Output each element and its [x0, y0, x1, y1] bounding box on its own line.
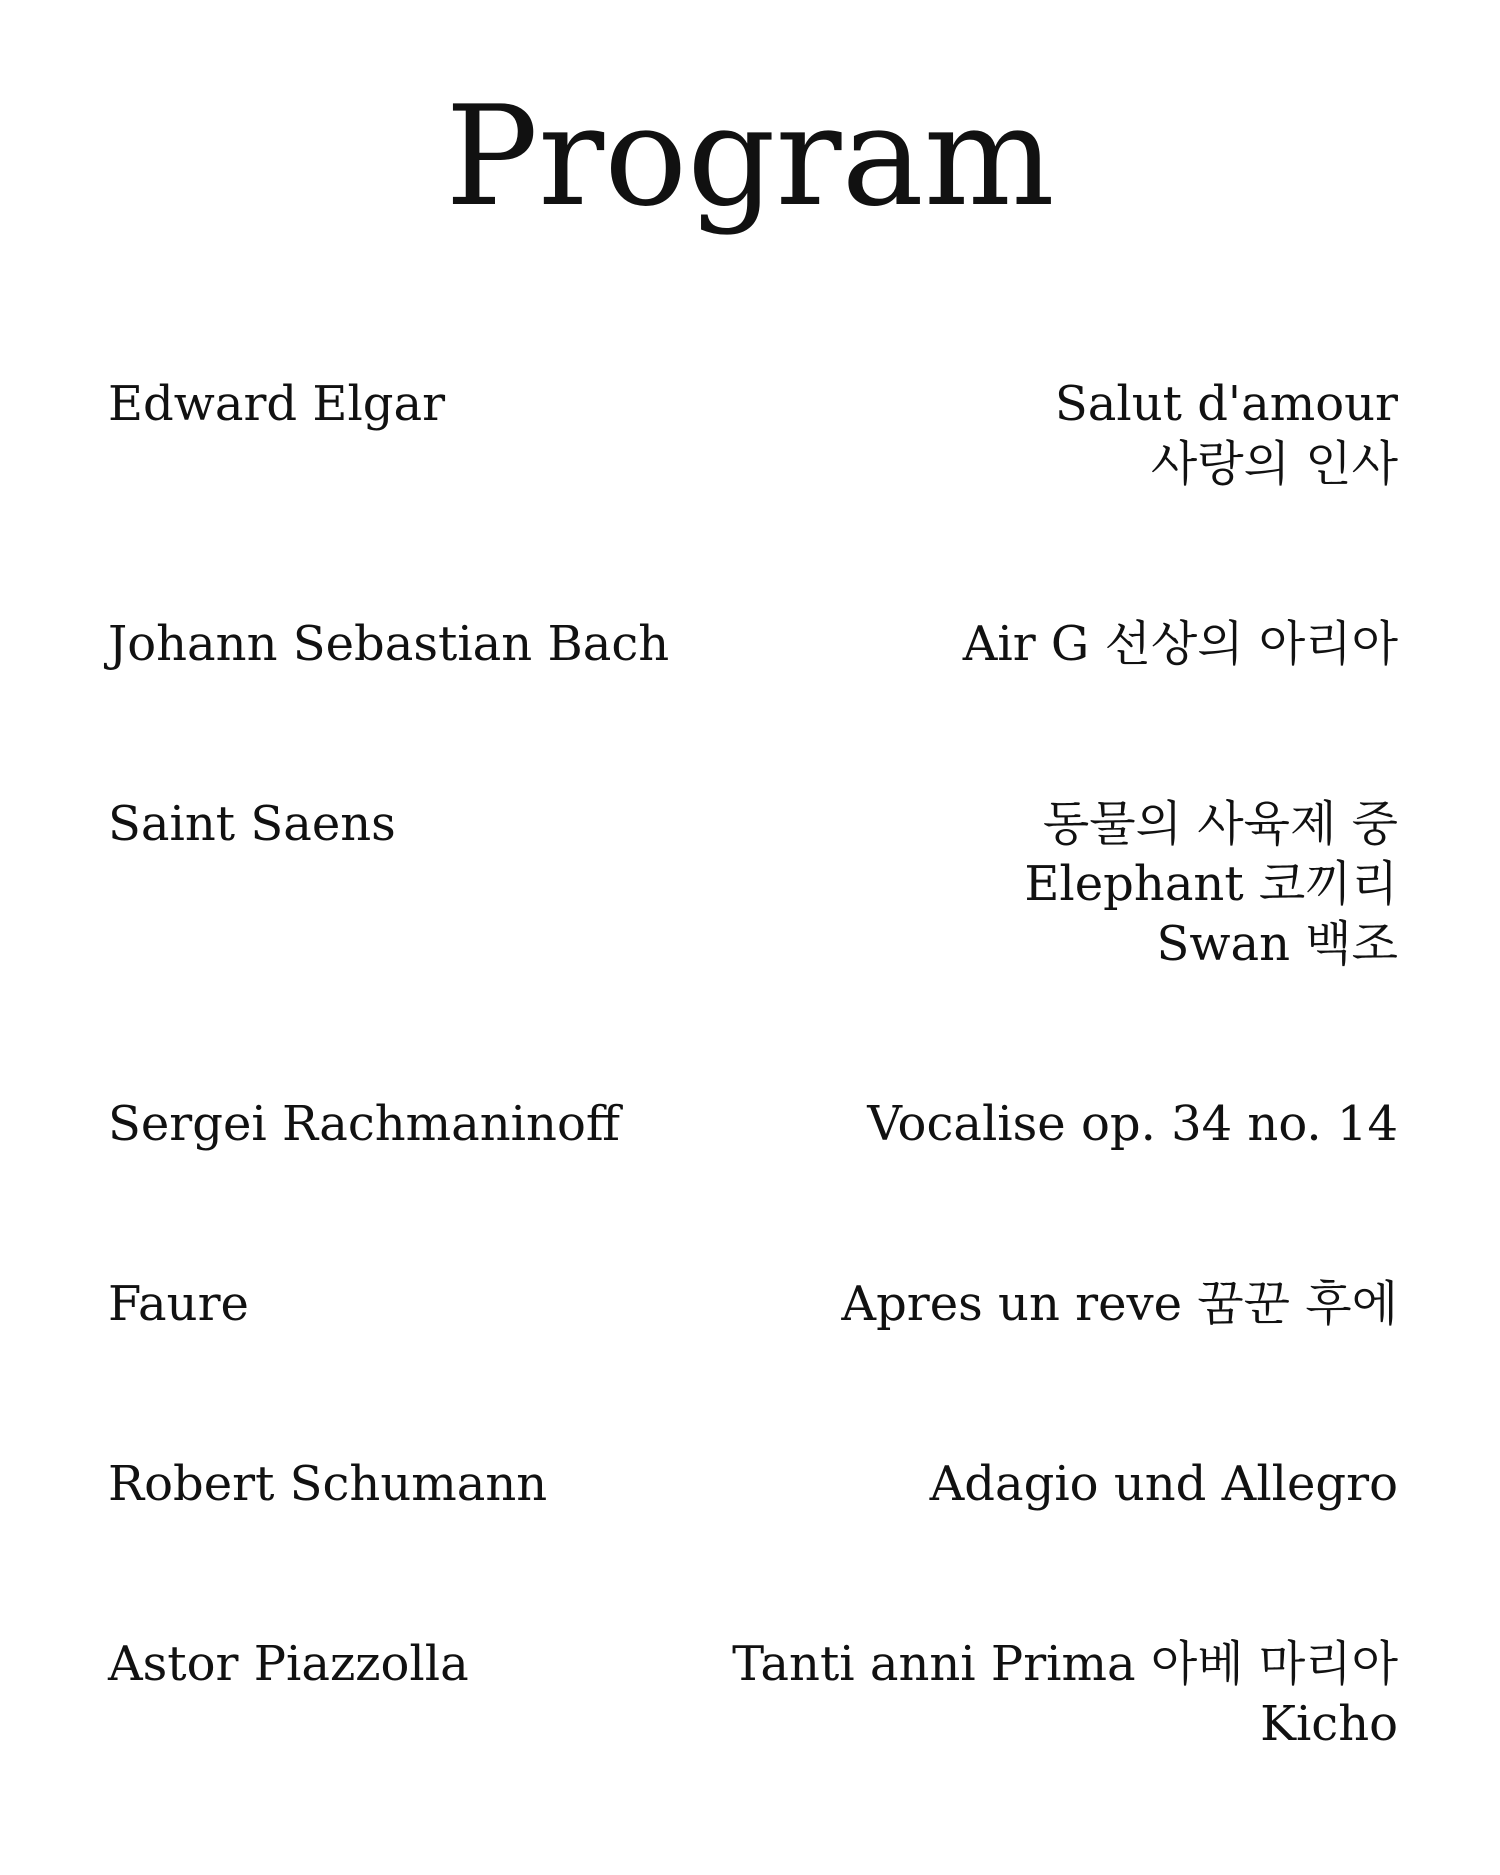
piece-title: 사랑의 인사 [1150, 436, 1398, 492]
piece-list [867, 1094, 1398, 1154]
piece-title: Adagio und Allegro [929, 1456, 1398, 1512]
composer-name: Robert Schumann [108, 1456, 548, 1512]
program-row [108, 1094, 1398, 1294]
program-row [108, 1274, 1398, 1474]
program-row [108, 1454, 1398, 1654]
piece-title: Elephant 코끼리 [1024, 856, 1398, 912]
piece-list [963, 614, 1398, 674]
program-row [108, 614, 1398, 814]
piece-title: Swan 백조 [1156, 916, 1398, 972]
composer-name: Saint Saens [108, 796, 396, 852]
piece-title: Salut d'amour [1054, 376, 1398, 432]
piece-title: Vocalise op. 34 no. 14 [867, 1096, 1398, 1152]
composer-name: Sergei Rachmaninoff [108, 1096, 620, 1152]
program-row [108, 794, 1398, 994]
program-row [108, 374, 1398, 574]
piece-title: 동물의 사육제 중 [1042, 796, 1398, 852]
piece-list [1055, 374, 1398, 494]
composer-name: Astor Piazzolla [108, 1636, 469, 1692]
piece-title: Tanti anni Prima 아베 마리아 [732, 1636, 1398, 1692]
page-title: Program [445, 76, 1055, 237]
composer-name: Faure [108, 1276, 249, 1332]
piece-list [1024, 794, 1398, 974]
piece-list [841, 1274, 1398, 1334]
piece-title: Air G 선상의 아리아 [962, 616, 1398, 672]
piece-list [732, 1634, 1398, 1754]
program-row [108, 1634, 1398, 1834]
piece-title: Kicho [1260, 1696, 1398, 1752]
composer-name: Johann Sebastian Bach [108, 616, 670, 672]
composer-name: Edward Elgar [108, 376, 446, 432]
piece-title: Apres un reve 꿈꾼 후에 [841, 1276, 1398, 1332]
piece-list [930, 1454, 1398, 1514]
